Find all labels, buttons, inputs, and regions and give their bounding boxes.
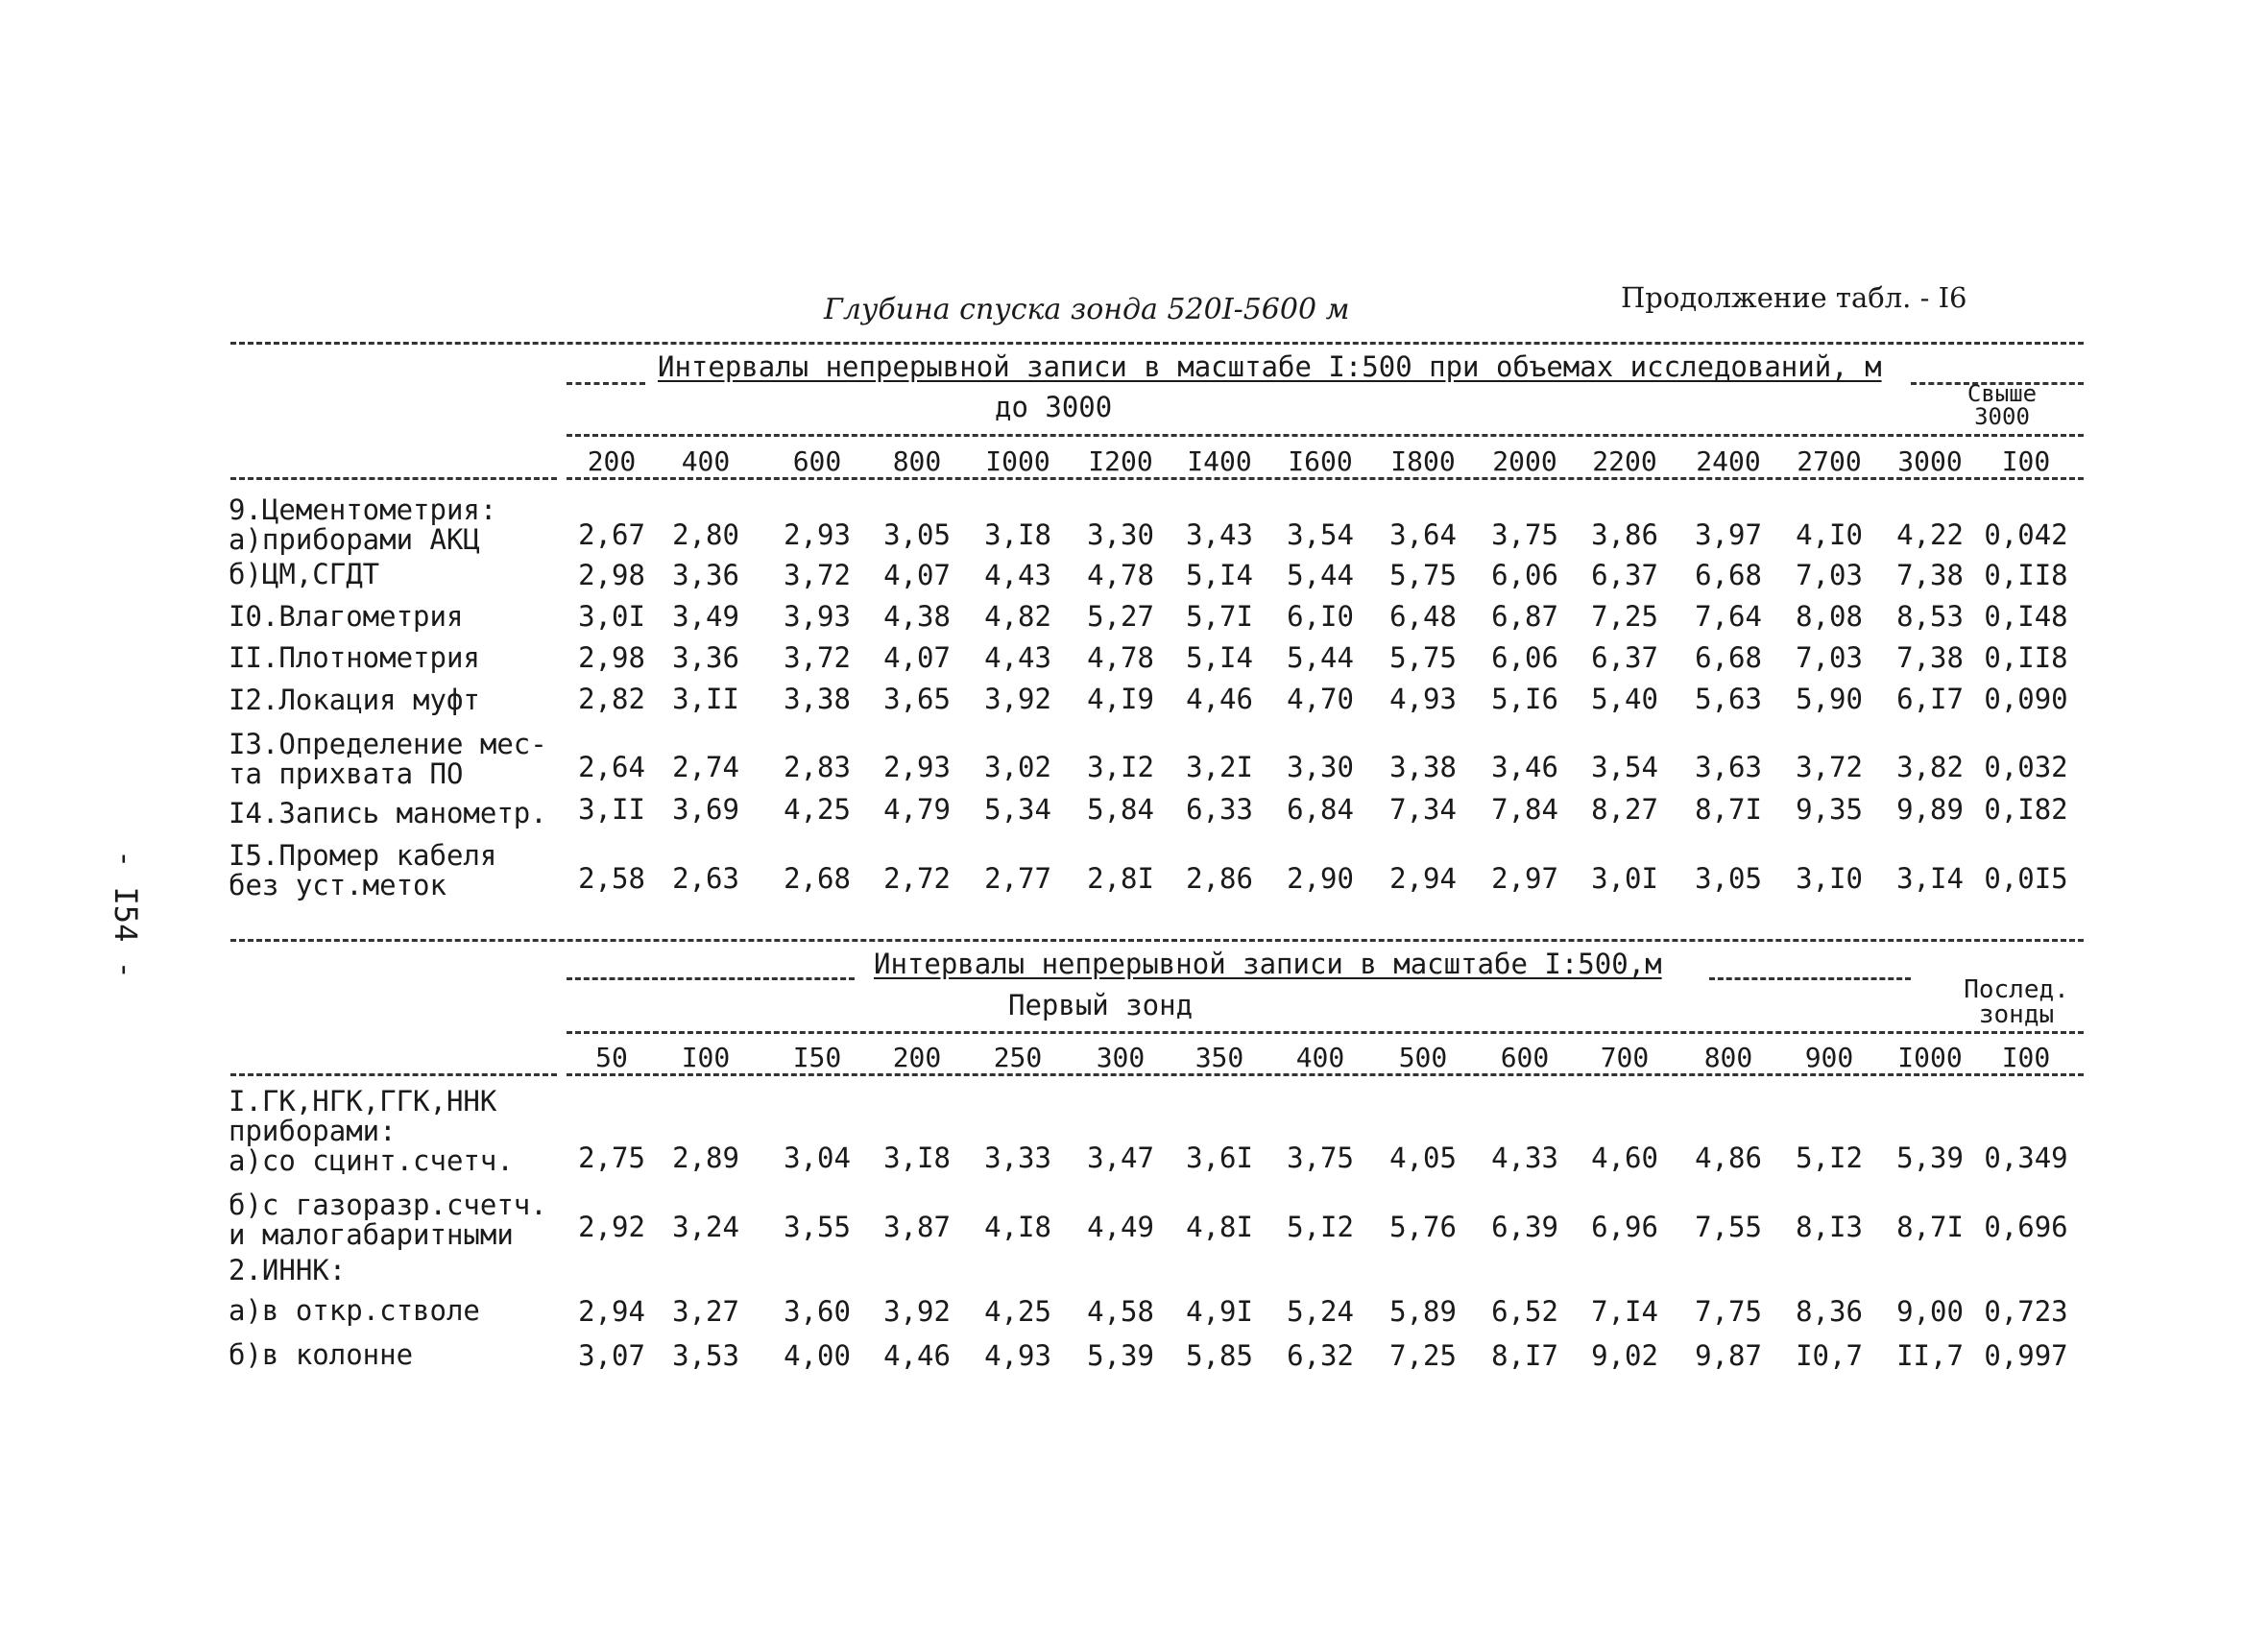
table-cell: 5,34 <box>984 793 1051 826</box>
table-cell: 3,38 <box>784 683 851 715</box>
row-label: II.Плотнометрия <box>229 641 480 674</box>
table-cell: 3,02 <box>984 751 1051 783</box>
table-cell: 9,87 <box>1695 1339 1762 1372</box>
table-cell: 7,64 <box>1695 600 1762 633</box>
table-cell: 0,349 <box>1984 1141 2068 1174</box>
table-cell: 5,44 <box>1287 559 1354 591</box>
table-cell: 5,75 <box>1389 559 1457 591</box>
column-header: I800 <box>1390 445 1456 477</box>
mid-rule <box>230 939 2084 942</box>
rule <box>1709 977 1911 980</box>
table-cell: 3,75 <box>1287 1141 1354 1174</box>
column-header: 2400 <box>1696 445 1761 477</box>
table-cell: 0,090 <box>1984 683 2068 715</box>
column-header: 2700 <box>1797 445 1862 477</box>
table-cell: 2,98 <box>578 559 645 591</box>
table-cell: 3,I8 <box>883 1141 951 1174</box>
table-cell: 6,06 <box>1491 641 1558 674</box>
section1-sub-left: до 3000 <box>995 391 1113 423</box>
table-cell: 4,78 <box>1087 641 1154 674</box>
rule <box>230 477 557 480</box>
table-cell: 6,52 <box>1491 1295 1558 1328</box>
table-cell: 3,33 <box>984 1141 1051 1174</box>
table-cell: 4,I9 <box>1087 683 1154 715</box>
table-cell: 4,46 <box>1186 683 1253 715</box>
table-cell: 3,38 <box>1389 751 1457 783</box>
table-cell: 3,82 <box>1896 751 1964 783</box>
section1-group-title: Интервалы непрерывной записи в масштабе I:500 при объемах исследований, м <box>658 350 1882 383</box>
row-label: б)с газоразр.счетч. и малогабаритными <box>229 1189 547 1251</box>
table-cell: 3,05 <box>1695 862 1762 895</box>
table-cell: 3,I2 <box>1087 751 1154 783</box>
table-cell: 6,96 <box>1591 1211 1658 1243</box>
table-cell: 2,82 <box>578 683 645 715</box>
table-cell: 2,92 <box>578 1211 645 1243</box>
table-cell: 4,58 <box>1087 1295 1154 1328</box>
table-cell: 4,49 <box>1087 1211 1154 1243</box>
table-cell: 3,72 <box>1796 751 1863 783</box>
column-header: 200 <box>587 445 637 477</box>
table-cell: 0,032 <box>1984 751 2068 783</box>
table-cell: 2,83 <box>784 751 851 783</box>
table-cell: 0,II8 <box>1984 559 2068 591</box>
table-cell: 9,02 <box>1591 1339 1658 1372</box>
table-cell: 4,60 <box>1591 1141 1658 1174</box>
table-cell: 4,8I <box>1186 1211 1253 1243</box>
table-cell: 0,997 <box>1984 1339 2068 1372</box>
table-cell: 2,93 <box>883 751 951 783</box>
table-cell: 9,35 <box>1796 793 1863 826</box>
column-header: 600 <box>1500 1042 1550 1073</box>
table-cell: 5,7I <box>1186 600 1253 633</box>
table-cell: 2,86 <box>1186 862 1253 895</box>
table-cell: 4,9I <box>1186 1295 1253 1328</box>
table-cell: 3,05 <box>883 518 951 551</box>
column-header: 800 <box>892 445 942 477</box>
page-number: - I54 - <box>108 850 144 979</box>
table-cell: 3,43 <box>1186 518 1253 551</box>
table-cell: 3,55 <box>784 1211 851 1243</box>
table-cell: 6,I7 <box>1896 683 1964 715</box>
table-cell: 7,55 <box>1695 1211 1762 1243</box>
table-cell: 3,II <box>672 683 739 715</box>
table-cell: 4,25 <box>784 793 851 826</box>
table-cell: 6,68 <box>1695 641 1762 674</box>
table-cell: 5,40 <box>1591 683 1658 715</box>
column-header: 2000 <box>1492 445 1557 477</box>
table-cell: 6,84 <box>1287 793 1354 826</box>
table-cell: 5,44 <box>1287 641 1354 674</box>
row-label: б)в колонне <box>229 1338 414 1371</box>
table-cell: 2,94 <box>578 1295 645 1328</box>
table-cell: 3,II <box>578 793 645 826</box>
table-cell: 3,97 <box>1695 518 1762 551</box>
table-cell: 7,38 <box>1896 641 1964 674</box>
column-header: I400 <box>1187 445 1252 477</box>
table-cell: 9,89 <box>1896 793 1964 826</box>
table-cell: 3,I4 <box>1896 862 1964 895</box>
rule <box>230 1073 557 1076</box>
table-cell: 4,I8 <box>984 1211 1051 1243</box>
table-cell: 8,I3 <box>1796 1211 1863 1243</box>
table-cell: 5,I4 <box>1186 641 1253 674</box>
table-cell: 3,86 <box>1591 518 1658 551</box>
table-cell: 2,77 <box>984 862 1051 895</box>
table-cell: 5,76 <box>1389 1211 1457 1243</box>
table-cell: 3,53 <box>672 1339 739 1372</box>
table-cell: 0,723 <box>1984 1295 2068 1328</box>
table-cell: 7,38 <box>1896 559 1964 591</box>
table-cell: 4,25 <box>984 1295 1051 1328</box>
table-cell: 8,7I <box>1896 1211 1964 1243</box>
table-cell: 0,II8 <box>1984 641 2068 674</box>
table-cell: 3,30 <box>1287 751 1354 783</box>
row-label: 9.Цементометрия: а)приборами АКЦ <box>229 493 497 556</box>
table-cell: 2,90 <box>1287 862 1354 895</box>
table-cell: 2,74 <box>672 751 739 783</box>
section2-sub-left: Первый зонд <box>1008 989 1194 1021</box>
table-cell: 3,63 <box>1695 751 1762 783</box>
row-label: 2.ИННК: <box>229 1254 347 1286</box>
table-cell: 2,89 <box>672 1141 739 1174</box>
top-rule <box>230 342 2084 345</box>
table-cell: 3,36 <box>672 641 739 674</box>
table-cell: 2,68 <box>784 862 851 895</box>
table-cell: 4,33 <box>1491 1141 1558 1174</box>
table-cell: 0,I82 <box>1984 793 2068 826</box>
column-header: 300 <box>1096 1042 1146 1073</box>
column-header: I000 <box>1897 1042 1963 1073</box>
table-cell: 5,I4 <box>1186 559 1253 591</box>
table-cell: 8,7I <box>1695 793 1762 826</box>
table-cell: 3,75 <box>1491 518 1558 551</box>
table-cell: 8,53 <box>1896 600 1964 633</box>
table-cell: 5,75 <box>1389 641 1457 674</box>
table-cell: 3,72 <box>784 641 851 674</box>
table-cell: 2,75 <box>578 1141 645 1174</box>
column-header: 500 <box>1398 1042 1448 1073</box>
table-cell: II,7 <box>1896 1339 1964 1372</box>
rule <box>567 382 645 385</box>
row-label: а)в откр.стволе <box>229 1294 480 1327</box>
table-cell: 3,92 <box>883 1295 951 1328</box>
column-header: 700 <box>1600 1042 1650 1073</box>
table-cell: 6,37 <box>1591 559 1658 591</box>
table-cell: 3,65 <box>883 683 951 715</box>
column-header: 3000 <box>1897 445 1963 477</box>
row-label: б)ЦМ,СГДТ <box>229 558 380 590</box>
column-header: 250 <box>993 1042 1043 1073</box>
table-cell: 3,07 <box>578 1339 645 1372</box>
column-header: 350 <box>1194 1042 1244 1073</box>
column-header: 50 <box>595 1042 628 1073</box>
table-cell: 2,64 <box>578 751 645 783</box>
table-cell: 4,07 <box>883 559 951 591</box>
table-cell: 2,72 <box>883 862 951 895</box>
table-cell: 5,63 <box>1695 683 1762 715</box>
table-cell: 7,25 <box>1591 600 1658 633</box>
section2-group-title: Интервалы непрерывной записи в масштабе I:500,м <box>874 948 1662 980</box>
table-cell: 3,24 <box>672 1211 739 1243</box>
table-cell: 8,36 <box>1796 1295 1863 1328</box>
table-cell: 5,90 <box>1796 683 1863 715</box>
continuation-note: Продолжение табл. - I6 <box>1621 281 1967 314</box>
table-cell: 2,94 <box>1389 862 1457 895</box>
table-cell: 3,54 <box>1591 751 1658 783</box>
table-cell: 9,00 <box>1896 1295 1964 1328</box>
table-cell: 2,58 <box>578 862 645 895</box>
column-header: 400 <box>681 445 731 477</box>
table-cell: 2,80 <box>672 518 739 551</box>
table-cell: 3,I8 <box>984 518 1051 551</box>
column-header: 900 <box>1804 1042 1854 1073</box>
table-cell: 4,93 <box>1389 683 1457 715</box>
table-cell: 7,34 <box>1389 793 1457 826</box>
table-cell: 3,54 <box>1287 518 1354 551</box>
column-header: I00 <box>2001 1042 2051 1073</box>
table-cell: 3,60 <box>784 1295 851 1328</box>
table-cell: 3,93 <box>784 600 851 633</box>
row-label: I4.Запись манометр. <box>229 797 547 829</box>
table-cell: 0,I48 <box>1984 600 2068 633</box>
table-cell: 4,93 <box>984 1339 1051 1372</box>
column-header: I00 <box>681 1042 731 1073</box>
table-cell: 5,I6 <box>1491 683 1558 715</box>
table-cell: 5,39 <box>1896 1141 1964 1174</box>
table-cell: I0,7 <box>1796 1339 1863 1372</box>
table-cell: 3,69 <box>672 793 739 826</box>
table-cell: 4,I0 <box>1796 518 1863 551</box>
table-cell: 6,87 <box>1491 600 1558 633</box>
rule <box>567 434 2084 437</box>
column-header: I50 <box>792 1042 842 1073</box>
column-header: 600 <box>792 445 842 477</box>
rule <box>567 1031 2084 1034</box>
table-cell: 5,24 <box>1287 1295 1354 1328</box>
table-cell: 3,30 <box>1087 518 1154 551</box>
table-cell: 0,042 <box>1984 518 2068 551</box>
column-header: I600 <box>1288 445 1353 477</box>
table-cell: 0,696 <box>1984 1211 2068 1243</box>
table-cell: 4,22 <box>1896 518 1964 551</box>
table-cell: 5,89 <box>1389 1295 1457 1328</box>
table-cell: 3,I0 <box>1796 862 1863 895</box>
table-cell: 7,75 <box>1695 1295 1762 1328</box>
table-cell: 3,04 <box>784 1141 851 1174</box>
table-cell: 4,43 <box>984 559 1051 591</box>
table-cell: 5,I2 <box>1796 1141 1863 1174</box>
table-cell: 2,97 <box>1491 862 1558 895</box>
table-cell: 4,05 <box>1389 1141 1457 1174</box>
table-cell: 3,27 <box>672 1295 739 1328</box>
column-header: I000 <box>985 445 1050 477</box>
table-cell: 6,48 <box>1389 600 1457 633</box>
table-cell: 3,46 <box>1491 751 1558 783</box>
rule <box>567 1073 2084 1076</box>
table-cell: 8,27 <box>1591 793 1658 826</box>
table-cell: 4,46 <box>883 1339 951 1372</box>
table-cell: 8,08 <box>1796 600 1863 633</box>
table-cell: 7,I4 <box>1591 1295 1658 1328</box>
table-cell: 6,32 <box>1287 1339 1354 1372</box>
table-cell: 3,87 <box>883 1211 951 1243</box>
table-cell: 2,93 <box>784 518 851 551</box>
table-cell: 4,78 <box>1087 559 1154 591</box>
column-header: 2200 <box>1592 445 1657 477</box>
table-cell: 3,92 <box>984 683 1051 715</box>
table-cell: 2,8I <box>1087 862 1154 895</box>
row-label: I5.Промер кабеля без уст.меток <box>229 839 497 901</box>
column-header: 400 <box>1295 1042 1345 1073</box>
table-cell: 6,I0 <box>1287 600 1354 633</box>
table-cell: 4,07 <box>883 641 951 674</box>
column-header: 800 <box>1703 1042 1753 1073</box>
row-label: I.ГК,НГК,ГГК,ННК приборами: а)со сцинт.счетч. <box>229 1085 514 1177</box>
table-cell: 3,6I <box>1186 1141 1253 1174</box>
section1-sub-right: Свыше 3000 <box>1966 380 2038 430</box>
table-cell: 4,79 <box>883 793 951 826</box>
table-cell: 2,63 <box>672 862 739 895</box>
table-cell: 7,03 <box>1796 641 1863 674</box>
table-cell: 4,86 <box>1695 1141 1762 1174</box>
table-cell: 6,37 <box>1591 641 1658 674</box>
table-cell: 3,36 <box>672 559 739 591</box>
table-cell: 6,68 <box>1695 559 1762 591</box>
table-cell: 6,33 <box>1186 793 1253 826</box>
rule <box>567 477 2084 480</box>
table-cell: 5,39 <box>1087 1339 1154 1372</box>
row-label: I0.Влагометрия <box>229 600 464 633</box>
table-cell: 4,82 <box>984 600 1051 633</box>
table-cell: 3,72 <box>784 559 851 591</box>
table-cell: 3,2I <box>1186 751 1253 783</box>
row-label: I2.Локация муфт <box>229 684 480 716</box>
row-label: I3.Определение мес- та прихвата ПО <box>229 728 547 790</box>
column-header: I00 <box>2001 445 2051 477</box>
table-cell: 4,00 <box>784 1339 851 1372</box>
table-cell: 5,84 <box>1087 793 1154 826</box>
table-cell: 2,67 <box>578 518 645 551</box>
rule <box>567 977 855 980</box>
table-cell: 5,27 <box>1087 600 1154 633</box>
table-cell: 6,39 <box>1491 1211 1558 1243</box>
table-cell: 3,0I <box>578 600 645 633</box>
table-cell: 3,64 <box>1389 518 1457 551</box>
table-cell: 4,43 <box>984 641 1051 674</box>
table-caption: Глубина спуска зонда 520I-5600 м <box>824 293 1350 326</box>
table-cell: 4,38 <box>883 600 951 633</box>
column-header: I200 <box>1088 445 1153 477</box>
section2-sub-right: Послед. зонды <box>1964 975 2069 1029</box>
table-cell: 0,0I5 <box>1984 862 2068 895</box>
table-cell: 3,0I <box>1591 862 1658 895</box>
column-header: 200 <box>892 1042 942 1073</box>
table-cell: 8,I7 <box>1491 1339 1558 1372</box>
table-cell: 7,84 <box>1491 793 1558 826</box>
table-cell: 6,06 <box>1491 559 1558 591</box>
table-cell: 7,03 <box>1796 559 1863 591</box>
table-cell: 7,25 <box>1389 1339 1457 1372</box>
table-cell: 4,70 <box>1287 683 1354 715</box>
table-cell: 5,I2 <box>1287 1211 1354 1243</box>
table-cell: 3,47 <box>1087 1141 1154 1174</box>
table-cell: 3,49 <box>672 600 739 633</box>
table-cell: 5,85 <box>1186 1339 1253 1372</box>
table-cell: 2,98 <box>578 641 645 674</box>
